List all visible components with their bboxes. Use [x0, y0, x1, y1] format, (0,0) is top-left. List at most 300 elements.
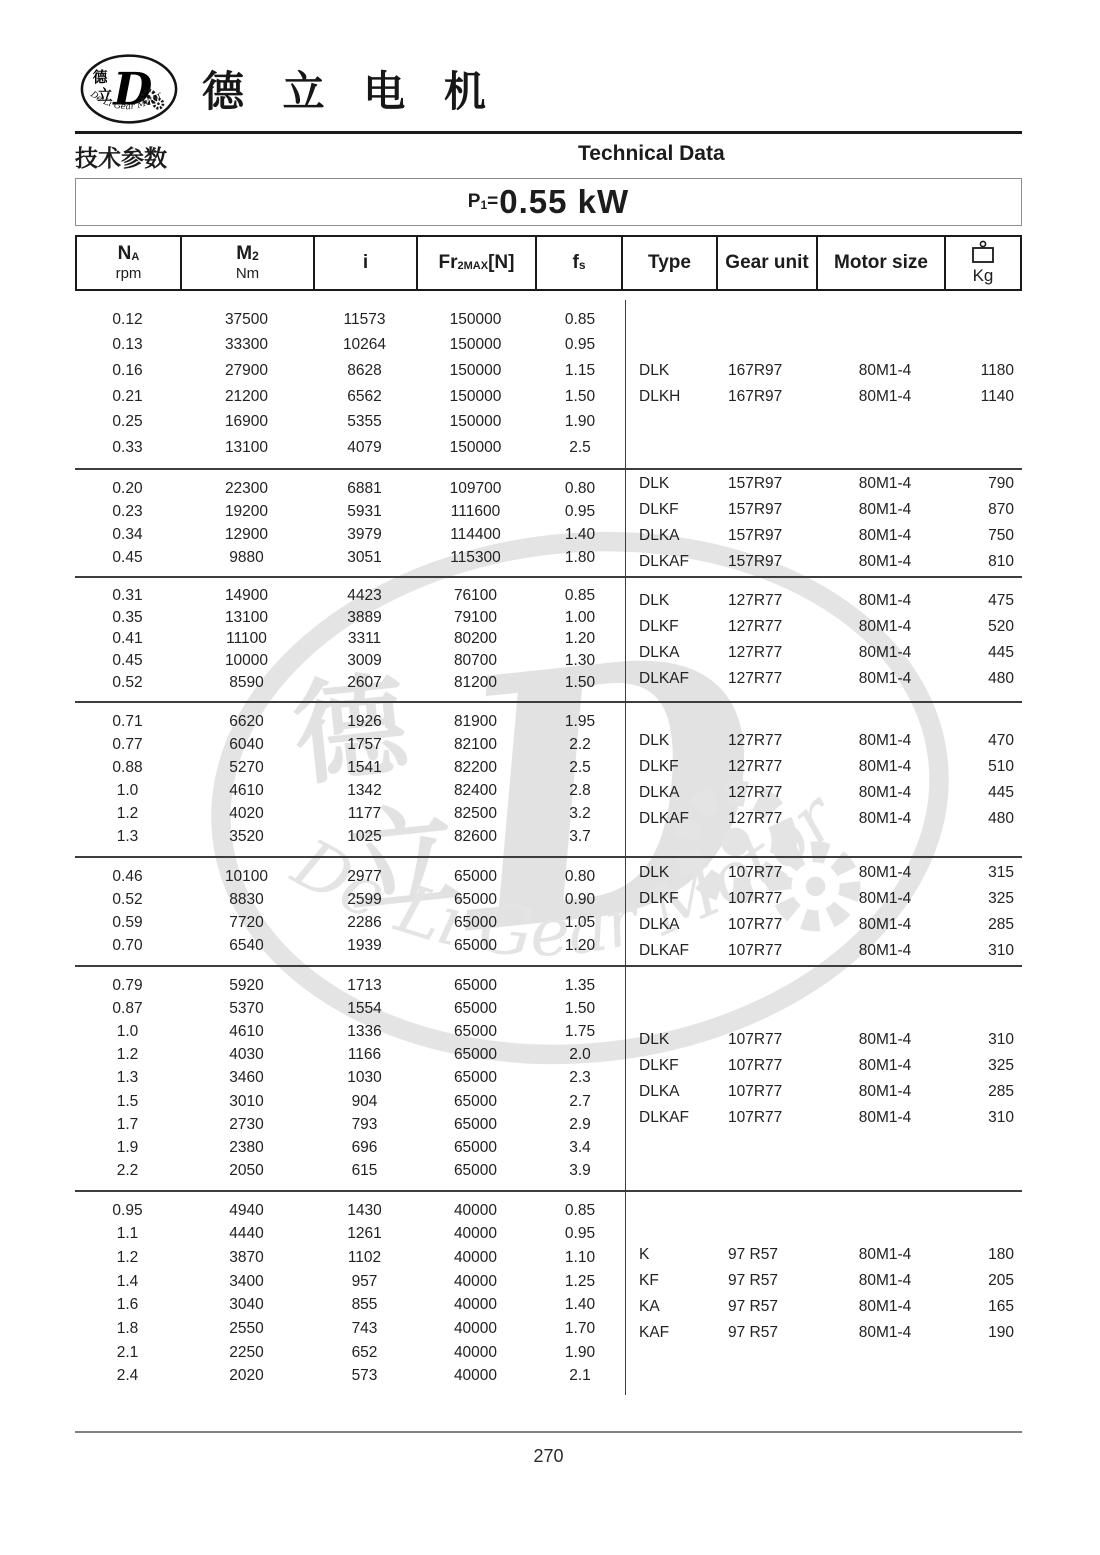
table-cell: 4423	[347, 586, 382, 604]
table-cell: 3311	[347, 630, 382, 648]
table-cell: 1.90	[564, 1343, 596, 1361]
column-header-m2: $M_2$ Nm	[182, 237, 315, 289]
table-row	[626, 912, 1022, 938]
table-cell: 0.34	[112, 525, 143, 543]
table-cell: 3.2	[569, 805, 591, 823]
table-cell: 127R77	[728, 731, 783, 749]
table-cell: 40000	[453, 1201, 498, 1219]
table-cell: 1.2	[116, 1046, 139, 1064]
table-group	[75, 967, 1022, 1192]
page-header	[78, 52, 498, 126]
table-cell: 904	[351, 1092, 378, 1110]
table-cell: DLKAF	[639, 553, 689, 570]
column-header-type: Type	[623, 237, 718, 289]
table-cell: 1.20	[564, 630, 596, 648]
table-cell: 0.70	[112, 937, 143, 955]
table-cell: DLKF	[639, 1056, 679, 1074]
table-cell: 2599	[347, 890, 382, 908]
table-cell: 13100	[224, 439, 269, 457]
table-cell: 4940	[229, 1201, 264, 1219]
table-group-left	[75, 967, 625, 1190]
table-row	[626, 614, 1022, 640]
table-cell: 855	[351, 1296, 378, 1314]
table-row	[626, 1320, 1022, 1346]
table-cell: 107R77	[728, 1108, 783, 1126]
table-cell: 180	[988, 1245, 1014, 1263]
table-cell: 1177	[347, 805, 382, 823]
table-cell: DLKH	[639, 388, 681, 405]
table-group-left	[75, 703, 625, 856]
table-cell: 2.1	[569, 1367, 591, 1385]
table-group	[75, 578, 1022, 703]
table-cell: 40000	[453, 1343, 498, 1361]
table-cell: 82600	[453, 828, 498, 846]
table-cell: 65000	[453, 914, 498, 932]
table-cell: 1.4	[116, 1272, 139, 1290]
brand-logo	[78, 52, 180, 126]
table-cell: 3040	[229, 1296, 264, 1314]
table-cell: 325	[988, 889, 1014, 907]
table-row	[626, 1242, 1022, 1268]
table-cell: 2.4	[116, 1367, 139, 1385]
table-cell: 6881	[347, 479, 382, 497]
table-cell: 3010	[229, 1092, 264, 1110]
table-cell: 1.30	[564, 652, 596, 670]
table-group	[75, 703, 1022, 858]
table-cell: 21200	[224, 387, 269, 405]
table-cell: 743	[351, 1319, 378, 1337]
table-cell: 2.9	[569, 1115, 591, 1133]
table-cell: 1554	[347, 999, 382, 1017]
table-cell: 1.50	[564, 674, 596, 692]
table-cell: 107R77	[728, 1056, 783, 1074]
table-cell: 115300	[450, 548, 501, 566]
table-cell: 80M1-4	[858, 941, 912, 959]
table-cell: 97 R57	[728, 1297, 778, 1315]
column-header-kg: Kg	[946, 237, 1020, 289]
table-cell: 1.2	[116, 805, 139, 823]
weight-icon	[970, 240, 996, 266]
table-row	[626, 384, 1022, 410]
table-cell: KA	[639, 1297, 660, 1315]
table-cell: 3051	[347, 548, 382, 566]
table-cell: 1.0	[116, 1023, 139, 1041]
table-cell: 1757	[347, 735, 382, 753]
table-cell: 0.95	[564, 502, 596, 520]
table-cell: DLK	[639, 475, 670, 492]
table-cell: 325	[988, 1056, 1014, 1074]
table-cell: 80M1-4	[858, 1245, 912, 1263]
table-cell: 2286	[347, 914, 382, 932]
table-cell: 80M1-4	[858, 863, 912, 881]
table-row	[626, 549, 1022, 575]
table-cell: 97 R57	[728, 1271, 778, 1289]
table-cell: 80M1-4	[858, 643, 912, 661]
table-cell: 480	[988, 809, 1014, 827]
table-cell: 6620	[229, 712, 264, 730]
table-cell: 2.2	[116, 1162, 139, 1180]
table-cell: 3.7	[569, 828, 591, 846]
table-cell: 3979	[347, 525, 382, 543]
column-header-fr2max: $Fr_{2MAX}[N]$	[418, 237, 537, 289]
table-cell: 80M1-4	[858, 591, 912, 609]
table-cell: 80M1-4	[858, 553, 912, 570]
table-cell: 3.9	[569, 1162, 591, 1180]
table-cell: 445	[988, 783, 1014, 801]
table-cell: 10264	[342, 336, 387, 354]
table-cell: 510	[988, 757, 1014, 775]
table-cell: 0.25	[112, 413, 143, 431]
table-cell: 0.71	[112, 712, 143, 730]
table-cell: 4079	[347, 439, 382, 457]
table-cell: 0.95	[564, 1225, 596, 1243]
table-cell: 1.6	[116, 1296, 139, 1314]
table-cell: 4020	[229, 805, 264, 823]
table-cell: 65000	[453, 1046, 498, 1064]
page-number: 270	[533, 1446, 564, 1466]
table-row	[626, 471, 1022, 497]
table-cell: 80M1-4	[858, 1030, 912, 1048]
table-group-right	[625, 578, 1022, 701]
table-cell: 97 R57	[728, 1323, 778, 1341]
table-cell: 790	[988, 475, 1014, 492]
table-row	[626, 938, 1022, 964]
table-cell: 2730	[229, 1115, 264, 1133]
table-cell: 6562	[347, 387, 382, 405]
table-cell: 5355	[347, 413, 382, 431]
table-cell: 107R77	[728, 915, 783, 933]
table-cell: 10100	[224, 867, 269, 885]
table-cell: 310	[988, 1108, 1014, 1126]
table-cell: 1.25	[564, 1272, 596, 1290]
table-cell: 6540	[229, 937, 264, 955]
table-cell: 80200	[453, 630, 498, 648]
table-cell: 1.50	[564, 999, 596, 1017]
table-row	[626, 754, 1022, 780]
table-cell: 1.00	[564, 608, 596, 626]
table-cell: 5931	[347, 502, 382, 520]
table-cell: 652	[351, 1343, 378, 1361]
table-cell: 2.7	[569, 1092, 591, 1110]
table-cell: 1.75	[564, 1023, 596, 1041]
table-cell: 1.1	[116, 1225, 139, 1243]
table-body	[75, 300, 1022, 1395]
table-cell: 97 R57	[728, 1245, 778, 1263]
table-cell: 0.45	[112, 652, 143, 670]
table-cell: 1.90	[564, 413, 596, 431]
table-cell: 0.16	[112, 362, 143, 380]
table-cell: 80M1-4	[858, 388, 912, 405]
table-cell: 2.0	[569, 1046, 591, 1064]
table-cell: DLKF	[639, 889, 679, 907]
table-row	[626, 588, 1022, 614]
table-row	[626, 860, 1022, 886]
table-cell: 40000	[453, 1272, 498, 1290]
table-cell: 127R77	[728, 643, 783, 661]
table-cell: 3870	[229, 1249, 264, 1267]
table-cell: 80M1-4	[858, 757, 912, 775]
table-cell: 150000	[449, 310, 502, 328]
table-cell: 285	[988, 1082, 1014, 1100]
table-cell: DLK	[639, 731, 670, 749]
table-cell: 107R77	[728, 889, 783, 907]
table-cell: 40000	[453, 1225, 498, 1243]
table-cell: DLK	[639, 1030, 670, 1048]
table-cell: 3460	[229, 1069, 264, 1087]
table-cell: 8628	[347, 362, 382, 380]
table-header	[75, 235, 1022, 291]
table-cell: 2.8	[569, 782, 591, 800]
table-cell: 1.40	[564, 525, 596, 543]
table-row	[626, 806, 1022, 832]
table-cell: 1.8	[116, 1319, 139, 1337]
table-cell: 1.7	[116, 1115, 139, 1133]
table-cell: 114400	[450, 525, 501, 543]
table-cell: 0.59	[112, 914, 143, 932]
table-cell: 4610	[229, 1023, 264, 1041]
table-cell: 2.5	[569, 758, 591, 776]
brand-title: 德 立 电 机	[202, 67, 498, 116]
table-cell: 80700	[453, 652, 498, 670]
table-cell: 111600	[450, 502, 501, 520]
table-cell: 80M1-4	[858, 1108, 912, 1126]
table-cell: 1.40	[564, 1296, 596, 1314]
table-group-right	[625, 300, 1022, 468]
table-cell: 1.5	[116, 1092, 139, 1110]
table-cell: 80M1-4	[858, 1056, 912, 1074]
table-cell: 79100	[453, 608, 498, 626]
table-row	[626, 1105, 1022, 1131]
table-cell: 1.3	[116, 828, 139, 846]
table-cell: 285	[988, 915, 1014, 933]
table-cell: 80M1-4	[858, 475, 912, 492]
table-cell: 1261	[347, 1225, 382, 1243]
table-group	[75, 300, 1022, 470]
table-cell: 1102	[347, 1249, 382, 1267]
table-group-left	[75, 470, 625, 576]
table-cell: 127R77	[728, 617, 783, 635]
table-cell: 80M1-4	[858, 617, 912, 635]
table-cell: 1336	[347, 1023, 382, 1041]
table-cell: 107R77	[728, 1030, 783, 1048]
table-cell: 1.2	[116, 1249, 139, 1267]
table-cell: 3400	[229, 1272, 264, 1290]
table-group-right	[625, 703, 1022, 856]
table-cell: 80M1-4	[858, 669, 912, 687]
table-group	[75, 1192, 1022, 1395]
table-cell: 2020	[229, 1367, 264, 1385]
table-cell: 5370	[229, 999, 264, 1017]
table-cell: 0.80	[564, 479, 596, 497]
table-group-right	[625, 858, 1022, 965]
table-cell: 65000	[453, 1115, 498, 1133]
table-cell: 2607	[347, 674, 382, 692]
table-cell: K	[639, 1245, 650, 1263]
table-cell: 10000	[224, 652, 269, 670]
power-value: 0.55 kW	[499, 183, 630, 220]
table-cell: 12900	[224, 525, 269, 543]
table-cell: 65000	[453, 867, 498, 885]
table-cell: 870	[988, 501, 1014, 518]
table-cell: 0.12	[112, 310, 143, 328]
table-cell: 2380	[229, 1139, 264, 1157]
table-cell: DLK	[639, 362, 670, 379]
table-cell: 80M1-4	[858, 501, 912, 518]
table-cell: 0.23	[112, 502, 143, 520]
table-row	[626, 1079, 1022, 1105]
table-row	[626, 1294, 1022, 1320]
table-cell: 2.1	[116, 1343, 139, 1361]
table-row	[626, 666, 1022, 692]
table-cell: 1.95	[564, 712, 596, 730]
table-cell: 0.33	[112, 439, 143, 457]
table-row	[626, 780, 1022, 806]
table-cell: 1180	[980, 362, 1014, 379]
table-cell: 80M1-4	[858, 1082, 912, 1100]
table-cell: 127R77	[728, 783, 783, 801]
table-cell: 5270	[229, 758, 264, 776]
table-cell: 0.95	[112, 1201, 143, 1219]
table-cell: 8830	[229, 890, 264, 908]
table-cell: 573	[351, 1367, 378, 1385]
table-group	[75, 858, 1022, 967]
table-cell: 315	[988, 863, 1014, 881]
table-cell: 82400	[453, 782, 498, 800]
table-cell: 13100	[224, 608, 269, 626]
table-cell: 3520	[229, 828, 264, 846]
table-cell: 1.70	[564, 1319, 596, 1337]
table-cell: 2977	[347, 867, 382, 885]
table-cell: DLKA	[639, 643, 680, 661]
table-cell: 6040	[229, 735, 264, 753]
table-cell: 1.80	[564, 548, 596, 566]
table-cell: 0.21	[112, 387, 143, 405]
table-cell: 40000	[453, 1319, 498, 1337]
table-cell: 475	[988, 591, 1014, 609]
table-cell: 1140	[980, 388, 1014, 405]
table-cell: 80M1-4	[858, 1323, 912, 1341]
column-header-i: i	[315, 237, 418, 289]
table-cell: DLKA	[639, 527, 680, 544]
table-cell: DLKAF	[639, 809, 689, 827]
table-cell: 150000	[449, 413, 502, 431]
table-cell: 127R77	[728, 809, 783, 827]
table-group-left	[75, 300, 625, 468]
table-cell: 2050	[229, 1162, 264, 1180]
table-cell: 0.79	[112, 976, 143, 994]
table-group-left	[75, 858, 625, 965]
table-cell: 65000	[453, 976, 498, 994]
table-cell: 0.87	[112, 999, 143, 1017]
table-cell: 157R97	[728, 527, 783, 544]
table-cell: 1166	[347, 1046, 382, 1064]
table-cell: 65000	[453, 1023, 498, 1041]
table-cell: 0.20	[112, 479, 143, 497]
table-cell: 107R77	[728, 863, 783, 881]
table-group-right	[625, 967, 1022, 1190]
section-title-row	[75, 140, 1022, 170]
table-cell: 1.0	[116, 782, 139, 800]
section-title-en: Technical Data	[578, 142, 725, 165]
table-cell: 80M1-4	[858, 731, 912, 749]
table-cell: 615	[351, 1162, 378, 1180]
table-cell: 109700	[449, 479, 502, 497]
table-cell: 1.3	[116, 1069, 139, 1087]
table-cell: DLKF	[639, 617, 679, 635]
power-title-box	[75, 178, 1022, 226]
table-cell: 80M1-4	[858, 527, 912, 544]
table-cell: 157R97	[728, 475, 783, 492]
table-cell: 0.85	[564, 1201, 596, 1219]
column-header-fs: $f_s$	[537, 237, 623, 289]
table-cell: 80M1-4	[858, 809, 912, 827]
table-cell: 0.80	[564, 867, 596, 885]
table-cell: 2.3	[569, 1069, 591, 1087]
table-cell: 22300	[224, 479, 269, 497]
table-cell: 4440	[229, 1225, 264, 1243]
table-cell: 2.5	[569, 439, 591, 457]
table-cell: 9880	[229, 548, 264, 566]
table-row	[626, 728, 1022, 754]
table-cell: 0.13	[112, 336, 143, 354]
table-cell: DLKF	[639, 757, 679, 775]
table-row	[626, 886, 1022, 912]
table-cell: 750	[988, 527, 1014, 544]
table-group-left	[75, 1192, 625, 1395]
table-cell: 27900	[224, 362, 269, 380]
table-cell: 81200	[453, 674, 498, 692]
table-cell: 0.77	[112, 735, 143, 753]
table-cell: 65000	[453, 1162, 498, 1180]
table-cell: DLKAF	[639, 669, 689, 687]
table-cell: 37500	[224, 310, 269, 328]
table-cell: 14900	[224, 586, 269, 604]
table-cell: 65000	[453, 999, 498, 1017]
table-row	[626, 497, 1022, 523]
table-cell: 76100	[453, 586, 498, 604]
power-prefix: $P_1=$	[467, 191, 499, 212]
table-cell: 3009	[347, 652, 382, 670]
table-cell: 167R97	[728, 362, 783, 379]
table-cell: 0.88	[112, 758, 143, 776]
table-cell: 2250	[229, 1343, 264, 1361]
table-cell: 310	[988, 941, 1014, 959]
table-cell: DLKA	[639, 915, 680, 933]
table-cell: 33300	[224, 336, 269, 354]
table-cell: 957	[351, 1272, 378, 1290]
table-group	[75, 470, 1022, 578]
section-title-zh: 技术参数	[75, 145, 167, 171]
table-cell: 0.35	[112, 608, 143, 626]
table-cell: 19200	[224, 502, 269, 520]
table-cell: 310	[988, 1030, 1014, 1048]
table-cell: 165	[988, 1297, 1014, 1315]
table-cell: 0.31	[112, 586, 143, 604]
table-cell: KAF	[639, 1323, 670, 1341]
table-cell: 82100	[453, 735, 498, 753]
column-header-motor-size: Motor size	[818, 237, 946, 289]
table-cell: 1342	[347, 782, 382, 800]
table-cell: 4030	[229, 1046, 264, 1064]
table-cell: 127R77	[728, 669, 783, 687]
table-cell: 0.52	[112, 674, 143, 692]
table-cell: 80M1-4	[858, 1297, 912, 1315]
table-cell: 1.20	[564, 937, 596, 955]
table-cell: 8590	[229, 674, 264, 692]
table-cell: 470	[988, 731, 1014, 749]
table-cell: DLKA	[639, 1082, 680, 1100]
table-cell: 107R77	[728, 941, 783, 959]
